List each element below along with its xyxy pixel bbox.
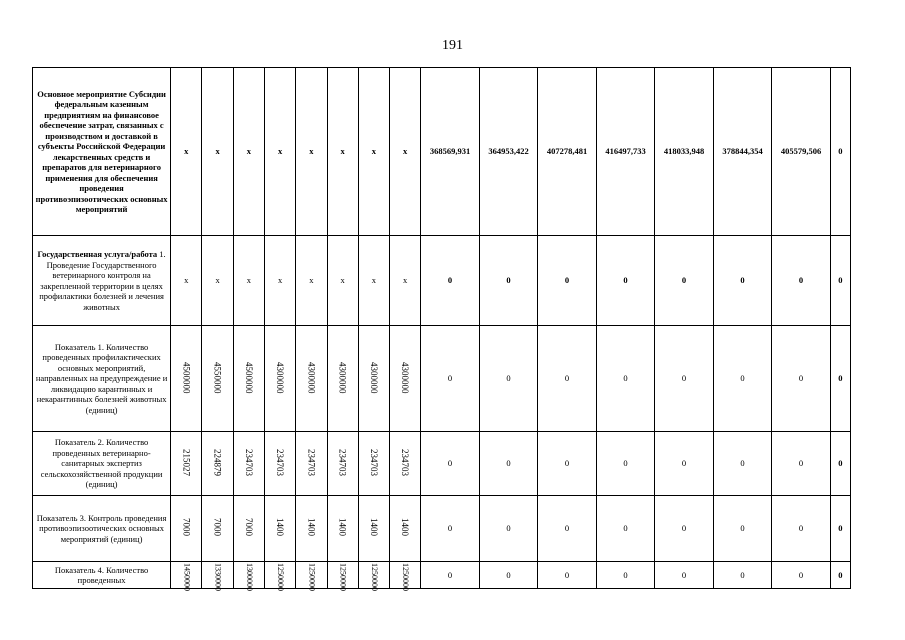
indicator-cell <box>233 562 264 589</box>
amount-cell: 0 <box>655 236 714 326</box>
amount-cell: 0 <box>772 326 831 432</box>
indicator-value: 234703 <box>368 448 379 476</box>
indicator-value: 1450000 <box>182 562 192 591</box>
amount-cell: 0 <box>538 496 597 562</box>
amount-cell: 0 <box>421 496 480 562</box>
indicator-cell <box>171 236 202 326</box>
amount-cell: 0 <box>830 68 850 236</box>
indicator-value: 234703 <box>306 448 317 476</box>
indicator-cell <box>390 68 421 236</box>
table-row <box>33 432 851 496</box>
table-row <box>33 326 851 432</box>
indicator-value: х <box>403 275 408 286</box>
row-title-bold: Основное мероприятие Субсидии федеральным казенным предприятиям на финансовое обеспечение затрат, связанных с производством и доставкой в субъекты Российской Федерации лекарственных средств и препаратов для ветеринарного применения для обеспечения проведения противоэпизоотических основных мероприятий <box>35 88 168 214</box>
indicator-cell <box>233 326 264 432</box>
row-title-cell <box>33 432 171 496</box>
indicator-cell <box>171 496 202 562</box>
row-title-cell <box>33 68 171 236</box>
amount-cell: 0 <box>538 236 597 326</box>
indicator-value: 4300000 <box>400 361 411 393</box>
page-number: 191 <box>442 38 463 53</box>
amount-cell: 0 <box>479 236 538 326</box>
indicator-cell <box>296 326 327 432</box>
amount-cell: 416497,733 <box>596 68 655 236</box>
indicator-cell <box>327 562 358 589</box>
indicator-cell <box>233 68 264 236</box>
amount-cell: 0 <box>655 496 714 562</box>
amount-cell: 0 <box>830 236 850 326</box>
indicator-cell <box>202 236 233 326</box>
indicator-value: 1250000 <box>307 562 317 591</box>
row-title-cell <box>33 236 171 326</box>
amount-cell: 0 <box>596 562 655 589</box>
indicator-value: х <box>215 275 220 286</box>
indicator-cell <box>327 236 358 326</box>
indicator-cell <box>264 68 295 236</box>
indicator-cell <box>264 236 295 326</box>
amount-cell: 0 <box>479 326 538 432</box>
amount-cell: 0 <box>596 326 655 432</box>
indicator-cell <box>233 432 264 496</box>
amount-cell: 405579,506 <box>772 68 831 236</box>
amount-cell: 0 <box>713 496 772 562</box>
indicator-cell <box>390 432 421 496</box>
indicator-cell <box>296 562 327 589</box>
indicator-value: 4500000 <box>243 361 254 393</box>
indicator-value: 4300000 <box>337 361 348 393</box>
amount-cell: 0 <box>596 432 655 496</box>
amount-cell: 0 <box>479 432 538 496</box>
indicator-cell <box>202 68 233 236</box>
row-title: Показатель 4. Количество проведенных <box>54 564 149 585</box>
indicator-value: х <box>309 146 314 157</box>
indicator-cell <box>358 326 389 432</box>
amount-cell: 0 <box>655 562 714 589</box>
indicator-value: 1330000 <box>213 562 223 591</box>
budget-table <box>32 67 851 589</box>
amount-cell: 0 <box>655 326 714 432</box>
indicator-value: х <box>340 146 345 157</box>
indicator-value: 7000 <box>243 518 254 537</box>
indicator-value: 4500000 <box>181 361 192 393</box>
amount-cell: 0 <box>596 236 655 326</box>
table-row <box>33 68 851 236</box>
indicator-value: 1250000 <box>276 562 286 591</box>
amount-cell: 0 <box>772 496 831 562</box>
indicator-value: х <box>277 146 283 157</box>
amount-cell: 0 <box>713 236 772 326</box>
amount-cell: 0 <box>421 432 480 496</box>
indicator-value: х <box>277 275 283 286</box>
indicator-cell <box>390 236 421 326</box>
indicator-value: 234703 <box>400 448 411 476</box>
indicator-cell <box>327 432 358 496</box>
indicator-cell <box>296 68 327 236</box>
indicator-cell <box>358 496 389 562</box>
indicator-value: 4550000 <box>212 361 223 393</box>
indicator-value: 1250000 <box>401 562 411 591</box>
amount-cell: 364953,422 <box>479 68 538 236</box>
indicator-value: 1400 <box>337 518 348 537</box>
indicator-cell <box>327 68 358 236</box>
indicator-cell <box>264 562 295 589</box>
indicator-value: 4300000 <box>306 361 317 393</box>
table-row <box>33 562 851 589</box>
indicator-cell <box>202 562 233 589</box>
indicator-cell <box>171 432 202 496</box>
indicator-value: 1400 <box>275 518 286 537</box>
amount-cell: 0 <box>538 562 597 589</box>
amount-cell: 378844,354 <box>713 68 772 236</box>
indicator-value: х <box>309 275 314 286</box>
indicator-value: 1250000 <box>369 562 379 591</box>
indicator-cell <box>358 68 389 236</box>
indicator-cell <box>296 496 327 562</box>
row-title-cell <box>33 562 171 589</box>
amount-cell: 0 <box>830 326 850 432</box>
indicator-cell <box>296 432 327 496</box>
indicator-cell <box>264 326 295 432</box>
indicator-value: х <box>184 146 189 157</box>
indicator-cell <box>264 496 295 562</box>
indicator-value: х <box>371 275 377 286</box>
indicator-cell <box>202 496 233 562</box>
table-row <box>33 236 851 326</box>
indicator-cell <box>296 236 327 326</box>
amount-cell: 0 <box>772 562 831 589</box>
indicator-value: х <box>215 146 220 157</box>
indicator-value: х <box>403 146 408 157</box>
row-title: Показатель 3. Контроль проведения противоэпизоотических основных мероприятий (единиц) <box>36 512 167 544</box>
amount-cell: 0 <box>421 326 480 432</box>
indicator-value: 234703 <box>275 448 286 476</box>
amount-cell: 418033,948 <box>655 68 714 236</box>
indicator-value: 7000 <box>212 518 223 537</box>
amount-cell: 0 <box>655 432 714 496</box>
indicator-value: х <box>371 146 377 157</box>
indicator-value: 4300000 <box>275 361 286 393</box>
indicator-value: 7000 <box>181 518 192 537</box>
indicator-cell <box>202 432 233 496</box>
row-title-bold: Государственная услуга/работа <box>37 249 158 259</box>
indicator-value: 1400 <box>400 518 411 537</box>
row-title: Показатель 2. Количество проведенных ветеринарно-санитарных экспертиз сельскохозяйственной продукции (единиц) <box>40 437 163 490</box>
indicator-value: х <box>340 275 345 286</box>
indicator-value: 234703 <box>337 448 348 476</box>
amount-cell: 0 <box>830 432 850 496</box>
indicator-cell <box>390 496 421 562</box>
indicator-value: х <box>246 146 251 157</box>
indicator-cell <box>233 236 264 326</box>
indicator-cell <box>358 562 389 589</box>
amount-cell: 0 <box>713 562 772 589</box>
indicator-cell <box>390 562 421 589</box>
indicator-cell <box>202 326 233 432</box>
indicator-value: 1250000 <box>338 562 348 591</box>
indicator-value: 1400 <box>368 518 379 537</box>
indicator-cell <box>171 562 202 589</box>
indicator-value: 1300000 <box>244 562 254 591</box>
row-title-cell <box>33 326 171 432</box>
indicator-value: х <box>246 275 251 286</box>
amount-cell: 0 <box>596 496 655 562</box>
indicator-value: 1400 <box>306 518 317 537</box>
indicator-cell <box>264 432 295 496</box>
amount-cell: 0 <box>421 562 480 589</box>
amount-cell: 0 <box>538 432 597 496</box>
indicator-value: х <box>184 275 189 286</box>
indicator-value: 215027 <box>181 448 192 476</box>
indicator-cell <box>233 496 264 562</box>
indicator-value: 224879 <box>212 448 223 476</box>
indicator-value: 4300000 <box>368 361 379 393</box>
indicator-cell <box>171 68 202 236</box>
amount-cell: 0 <box>830 562 850 589</box>
amount-cell: 0 <box>772 236 831 326</box>
indicator-cell <box>390 326 421 432</box>
amount-cell: 0 <box>713 432 772 496</box>
row-title: Показатель 1. Количество проведенных профилактических основных мероприятий, направленных на предупреждение и ликвидацию карантинных и некарантинных болезней животных (единиц) <box>35 341 168 415</box>
amount-cell: 0 <box>479 496 538 562</box>
row-title: 1. Проведение Государственного ветеринарного контроля на закрепленной территории в целях профилактики болезней и лечения животных <box>39 249 166 312</box>
row-title-cell <box>33 496 171 562</box>
indicator-value: 234703 <box>243 448 254 476</box>
amount-cell: 368569,931 <box>421 68 480 236</box>
amount-cell: 0 <box>421 236 480 326</box>
amount-cell: 0 <box>772 432 831 496</box>
table-row <box>33 496 851 562</box>
amount-cell: 0 <box>713 326 772 432</box>
indicator-cell <box>358 432 389 496</box>
amount-cell: 0 <box>538 326 597 432</box>
amount-cell: 0 <box>479 562 538 589</box>
amount-cell: 407278,481 <box>538 68 597 236</box>
indicator-cell <box>327 496 358 562</box>
amount-cell: 0 <box>830 496 850 562</box>
indicator-cell <box>358 236 389 326</box>
indicator-cell <box>327 326 358 432</box>
indicator-cell <box>171 326 202 432</box>
